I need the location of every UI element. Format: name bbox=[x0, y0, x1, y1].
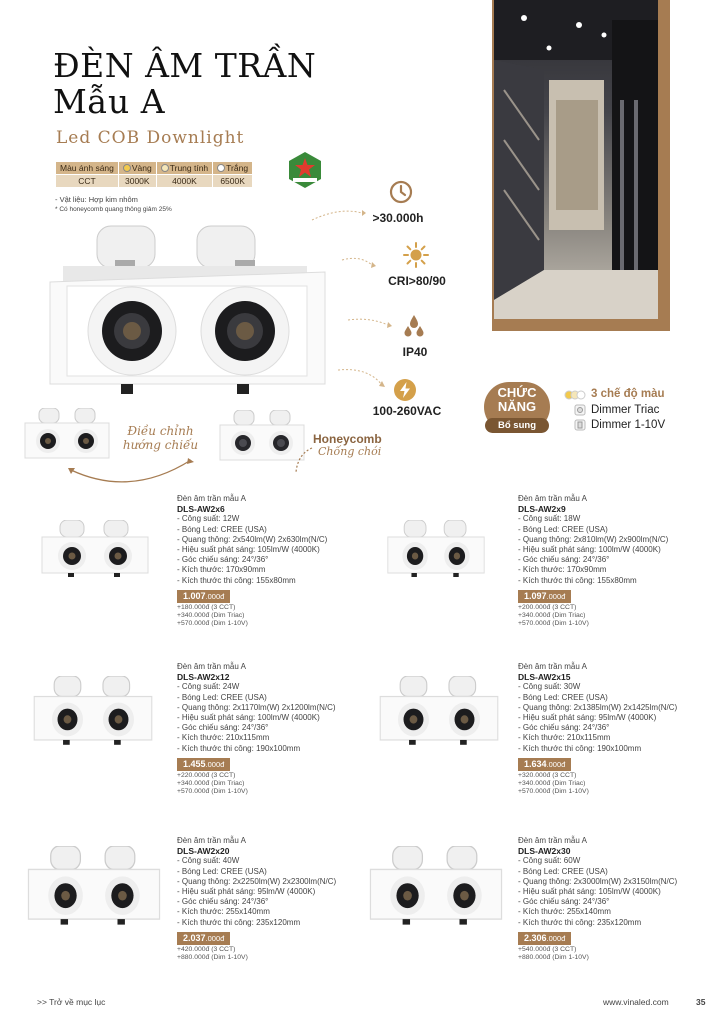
product-option-line: +570.000đ (Dim 1-10V) bbox=[177, 788, 248, 796]
product-spec-line: - Kích thước thi công: 235x120mm bbox=[518, 917, 642, 927]
product-option-line: +880.000đ (Dim 1-10V) bbox=[177, 954, 248, 962]
product-spec-line: - Kích thước: 170x90mm bbox=[518, 565, 607, 575]
product-spec-line: - Công suất: 12W bbox=[177, 514, 240, 524]
product-spec-block bbox=[518, 494, 668, 629]
page-title bbox=[53, 48, 316, 120]
product-options bbox=[177, 772, 336, 797]
function-badge-line1: CHỨC bbox=[497, 385, 537, 400]
product-option-line: +340.000đ (Dim Triac) bbox=[177, 612, 245, 620]
product-spec-line: - Công suất: 18W bbox=[518, 514, 581, 524]
vietnam-quality-badge-icon bbox=[285, 150, 325, 190]
title-line-1: ĐÈN ÂM TRẦN bbox=[53, 46, 317, 85]
material-note: - Vật liệu: Hợp kim nhôm bbox=[55, 195, 138, 204]
product-image bbox=[32, 676, 154, 746]
product-spec-line: - Công suất: 60W bbox=[518, 856, 581, 866]
feature-voltage: 100-260VAC bbox=[372, 404, 442, 418]
cct-cool: Trắng bbox=[213, 162, 253, 175]
product-spec-line: - Quang thông: 2x3000lm(W) 2x3150lm(N/C) bbox=[518, 876, 678, 886]
product-spec-line: - Kích thước thi công: 155x80mm bbox=[177, 575, 296, 585]
product-options bbox=[177, 946, 336, 962]
warm-dot-icon bbox=[123, 164, 131, 172]
product-spec-line: - Công suất: 30W bbox=[518, 682, 581, 692]
product-spec-line: - Góc chiếu sáng: 24°/36° bbox=[177, 897, 269, 907]
product-option-line: +220.000đ (3 CCT) bbox=[177, 772, 236, 780]
product-spec-line: - Công suất: 40W bbox=[177, 856, 240, 866]
product-option-line: +320.000đ (3 CCT) bbox=[518, 772, 577, 780]
product-code: DLS-AW2x20 bbox=[177, 846, 230, 857]
product-image bbox=[40, 520, 150, 578]
product-image bbox=[368, 846, 504, 926]
cct-header-label: Màu ánh sáng bbox=[56, 162, 119, 175]
adjust-arrow bbox=[66, 458, 196, 488]
product-spec-line: - Góc chiếu sáng: 24°/36° bbox=[518, 897, 610, 907]
product-spec-line: - Bóng Led: CREE (USA) bbox=[518, 524, 608, 534]
function-dimmer-triac: Dimmer Triac bbox=[591, 404, 660, 416]
function-three-color: 3 chế độ màu bbox=[591, 388, 665, 400]
cct-row-label: CCT bbox=[56, 175, 119, 188]
product-spec-line: - Công suất: 24W bbox=[177, 682, 240, 692]
dimmer-triac-icon bbox=[574, 404, 586, 416]
product-spec-line: - Quang thông: 2x1385lm(W) 2x1425lm(N/C) bbox=[518, 702, 678, 712]
three-color-icon bbox=[563, 388, 587, 402]
product-spec-line: - Kích thước: 170x90mm bbox=[177, 565, 266, 575]
product-price: 1.097.000đ bbox=[518, 590, 571, 603]
product-image bbox=[378, 676, 500, 746]
website-text: www.vinaled.com bbox=[603, 997, 669, 1007]
showroom-photo bbox=[494, 0, 658, 319]
product-code: DLS-AW2x30 bbox=[518, 846, 571, 857]
product-price: 1.007.000đ bbox=[177, 590, 230, 603]
product-code: DLS-AW2x9 bbox=[518, 504, 566, 515]
main-product-image bbox=[45, 222, 335, 400]
product-name: Đèn âm trần mẫu A bbox=[518, 662, 587, 671]
product-options bbox=[518, 772, 677, 797]
product-price: 1.634.000đ bbox=[518, 758, 571, 771]
product-spec-line: - Hiệu suất phát sáng: 100lm/W (4000K) bbox=[177, 713, 320, 723]
product-name: Đèn âm trần mẫu A bbox=[177, 494, 246, 503]
product-spec-line: - Góc chiếu sáng: 24°/36° bbox=[177, 555, 269, 565]
product-spec-line: - Kích thước thi công: 155x80mm bbox=[518, 575, 637, 585]
product-options bbox=[518, 946, 677, 962]
product-spec-block bbox=[518, 662, 677, 797]
product-spec-line: - Kích thước thi công: 235x120mm bbox=[177, 917, 301, 927]
product-spec-block bbox=[177, 494, 327, 629]
product-spec-block bbox=[177, 836, 336, 962]
cct-6500k: 6500K bbox=[213, 175, 253, 188]
product-option-line: +570.000đ (Dim 1-10V) bbox=[518, 620, 589, 628]
honeycomb-subtitle: Chống chói bbox=[318, 445, 382, 458]
product-image bbox=[26, 846, 162, 926]
product-option-line: +570.000đ (Dim 1-10V) bbox=[177, 620, 248, 628]
function-dimmer-1-10v: Dimmer 1-10V bbox=[591, 419, 666, 431]
product-name: Đèn âm trần mẫu A bbox=[177, 836, 246, 845]
product-spec-line: - Kích thước: 210x115mm bbox=[177, 733, 270, 743]
adjust-direction-caption: Điều chỉnh hướng chiếu bbox=[122, 424, 199, 452]
product-option-line: +200.000đ (3 CCT) bbox=[518, 604, 577, 612]
cct-3000k: 3000K bbox=[118, 175, 156, 188]
product-spec-line: - Hiệu suất phát sáng: 100lm/W (4000K) bbox=[518, 545, 661, 555]
title-line-2: Mẫu A bbox=[53, 82, 166, 121]
page-subtitle: Led COB Downlight bbox=[56, 128, 245, 148]
product-spec-line: - Bóng Led: CREE (USA) bbox=[177, 692, 267, 702]
product-spec-line: - Quang thông: 2x810lm(W) 2x900lm(N/C) bbox=[518, 534, 669, 544]
product-spec-line: - Hiệu suất phát sáng: 105lm/W (4000K) bbox=[177, 545, 320, 555]
honeycomb-title: Honeycomb bbox=[313, 432, 382, 446]
product-name: Đèn âm trần mẫu A bbox=[518, 836, 587, 845]
product-option-line: +340.000đ (Dim Triac) bbox=[518, 780, 586, 788]
product-code: DLS-AW2x15 bbox=[518, 672, 571, 683]
product-spec-line: - Kích thước thi công: 190x100mm bbox=[177, 743, 301, 753]
product-spec-line: - Kích thước thi công: 190x100mm bbox=[518, 743, 642, 753]
product-spec-line: - Kích thước: 255x140mm bbox=[518, 907, 611, 917]
product-option-line: +880.000đ (Dim 1-10V) bbox=[518, 954, 589, 962]
function-badge-sub: Bổ sung bbox=[485, 418, 549, 433]
product-option-line: +570.000đ (Dim 1-10V) bbox=[518, 788, 589, 796]
product-spec-line: - Kích thước: 255x140mm bbox=[177, 907, 270, 917]
product-name: Đèn âm trần mẫu A bbox=[518, 494, 587, 503]
sun-icon bbox=[403, 242, 429, 268]
cct-4000k: 4000K bbox=[156, 175, 212, 188]
product-spec-line: - Hiệu suất phát sáng: 95lm/W (4000K) bbox=[177, 887, 316, 897]
cct-table bbox=[55, 161, 253, 188]
cct-neutral: Trung tính bbox=[156, 162, 212, 175]
back-to-toc-link[interactable]: >> Trở về mục lục bbox=[37, 997, 106, 1007]
product-option-line: +540.000đ (3 CCT) bbox=[518, 946, 577, 954]
product-spec-line: - Kích thước: 210x115mm bbox=[518, 733, 611, 743]
product-code: DLS-AW2x12 bbox=[177, 672, 230, 683]
water-drops-icon bbox=[401, 313, 427, 339]
product-spec-line: - Góc chiếu sáng: 24°/36° bbox=[177, 723, 269, 733]
feature-lifetime: >30.000h bbox=[372, 211, 424, 225]
dimmer-1-10v-icon bbox=[574, 419, 586, 431]
product-options bbox=[177, 604, 327, 629]
product-spec-line: - Góc chiếu sáng: 24°/36° bbox=[518, 723, 610, 733]
product-name: Đèn âm trần mẫu A bbox=[177, 662, 246, 671]
product-spec-line: - Quang thông: 2x1170lm(W) 2x1200lm(N/C) bbox=[177, 702, 336, 712]
adjust-direction-image bbox=[23, 408, 111, 463]
neutral-dot-icon bbox=[161, 164, 169, 172]
product-code: DLS-AW2x6 bbox=[177, 504, 225, 515]
product-image bbox=[386, 520, 486, 578]
product-spec-line: - Quang thông: 2x540lm(W) 2x630lm(N/C) bbox=[177, 534, 328, 544]
product-price: 2.306.000đ bbox=[518, 932, 571, 945]
product-option-line: +420.000đ (3 CCT) bbox=[177, 946, 236, 954]
product-price: 1.455.000đ bbox=[177, 758, 230, 771]
product-spec-line: - Hiệu suất phát sáng: 95lm/W (4000K) bbox=[518, 713, 657, 723]
honeycomb-arrow bbox=[292, 446, 316, 476]
feature-cri: CRI>80/90 bbox=[388, 274, 446, 288]
product-option-line: +340.000đ (Dim Triac) bbox=[518, 612, 586, 620]
product-spec-line: - Bóng Led: CREE (USA) bbox=[177, 866, 267, 876]
cct-warm: Vàng bbox=[118, 162, 156, 175]
product-spec-line: - Bóng Led: CREE (USA) bbox=[518, 692, 608, 702]
product-spec-block bbox=[518, 836, 677, 962]
product-price: 2.037.000đ bbox=[177, 932, 230, 945]
product-spec-line: - Bóng Led: CREE (USA) bbox=[518, 866, 608, 876]
product-options bbox=[518, 604, 668, 629]
product-spec-line: - Góc chiếu sáng: 24°/36° bbox=[518, 555, 610, 565]
cool-dot-icon bbox=[217, 164, 225, 172]
function-badge-line2: NĂNG bbox=[497, 399, 537, 414]
product-spec-line: - Quang thông: 2x2250lm(W) 2x2300lm(N/C) bbox=[177, 876, 337, 886]
feature-ip: IP40 bbox=[402, 345, 428, 359]
honeycomb-note: * Có honeycomb quang thông giảm 25% bbox=[55, 206, 172, 213]
product-spec-line: - Hiệu suất phát sáng: 105lm/W (4000K) bbox=[518, 887, 661, 897]
page-number: 35 bbox=[696, 997, 706, 1007]
product-option-line: +180.000đ (3 CCT) bbox=[177, 604, 236, 612]
product-spec-block bbox=[177, 662, 336, 797]
product-option-line: +340.000đ (Dim Triac) bbox=[177, 780, 245, 788]
feature-leader-lines bbox=[300, 195, 400, 415]
product-spec-line: - Bóng Led: CREE (USA) bbox=[177, 524, 267, 534]
